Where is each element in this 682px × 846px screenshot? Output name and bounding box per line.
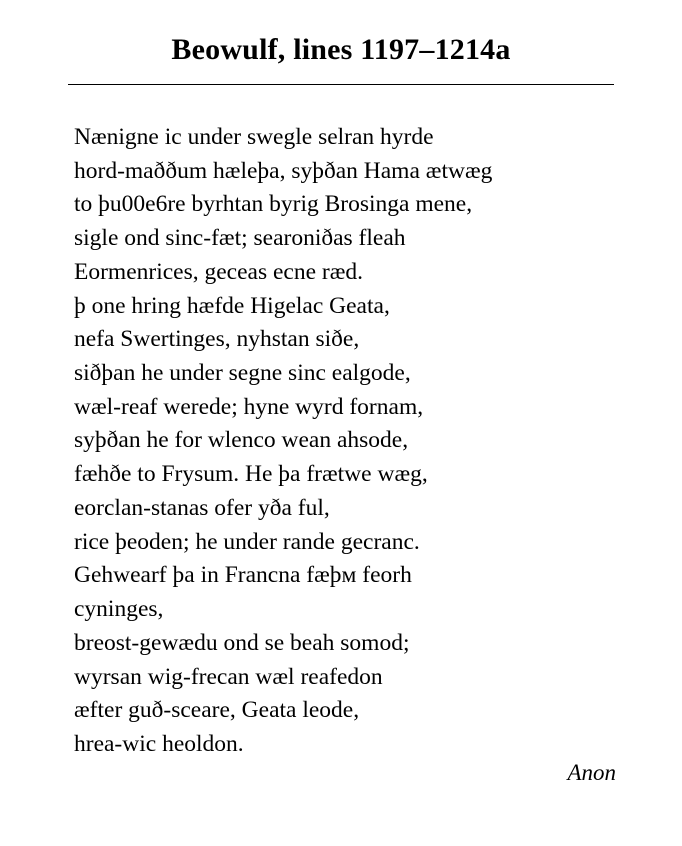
title-divider	[68, 84, 614, 85]
poem-line: fæhðe to Frysum. He þa frætwe wæg,	[74, 461, 428, 488]
poem-line: hrea-wic heoldon.	[74, 730, 244, 757]
author-attribution: Anon	[567, 760, 616, 785]
poem-line: nefa Swertinges, nyhstan siðe,	[74, 326, 360, 353]
poem-text	[40, 121, 642, 762]
poem-line: æfter guð-sceare, Geata leode,	[74, 697, 360, 724]
poem-line: siðþan he under segne sinc ealgode,	[74, 360, 411, 387]
poem-line: wyrsan wig-frecan wæl reafedon	[74, 663, 383, 690]
poem-line: þ one hring hæfde Higelac Geata,	[74, 292, 390, 319]
poem-line: sigle ond sinc-fæt; searoniðas fleah	[74, 225, 406, 252]
poem-line: hord-maððum hæleþa, syþðan Hama ætwæg	[74, 157, 493, 184]
poem-line: Eormenrices, geceas ecne ræd.	[74, 258, 364, 285]
poem-line: syþðan he for wlenco wean ahsode,	[74, 427, 409, 454]
poem-line: Gehwearf þa in Francna fæþм feorh	[74, 562, 412, 589]
page-title: Beowulf, lines 1197–1214a	[171, 33, 511, 66]
poem-line: wæl-reaf werede; hyne wyrd fornam,	[74, 393, 424, 420]
poem-line: rice þeoden; he under rande gecranc.	[74, 528, 420, 555]
poem-line: eorclan-stanas ofer yða ful,	[74, 494, 330, 521]
poem-line: to þu00e6re byrhtan byrig Brosinga mene,	[74, 191, 473, 218]
poem-line: breost-gewædu ond se beah somod;	[74, 629, 410, 656]
poem-line: Nænigne ic under swegle selran hyrde	[74, 124, 434, 150]
poem-line: cyninges,	[74, 596, 164, 623]
